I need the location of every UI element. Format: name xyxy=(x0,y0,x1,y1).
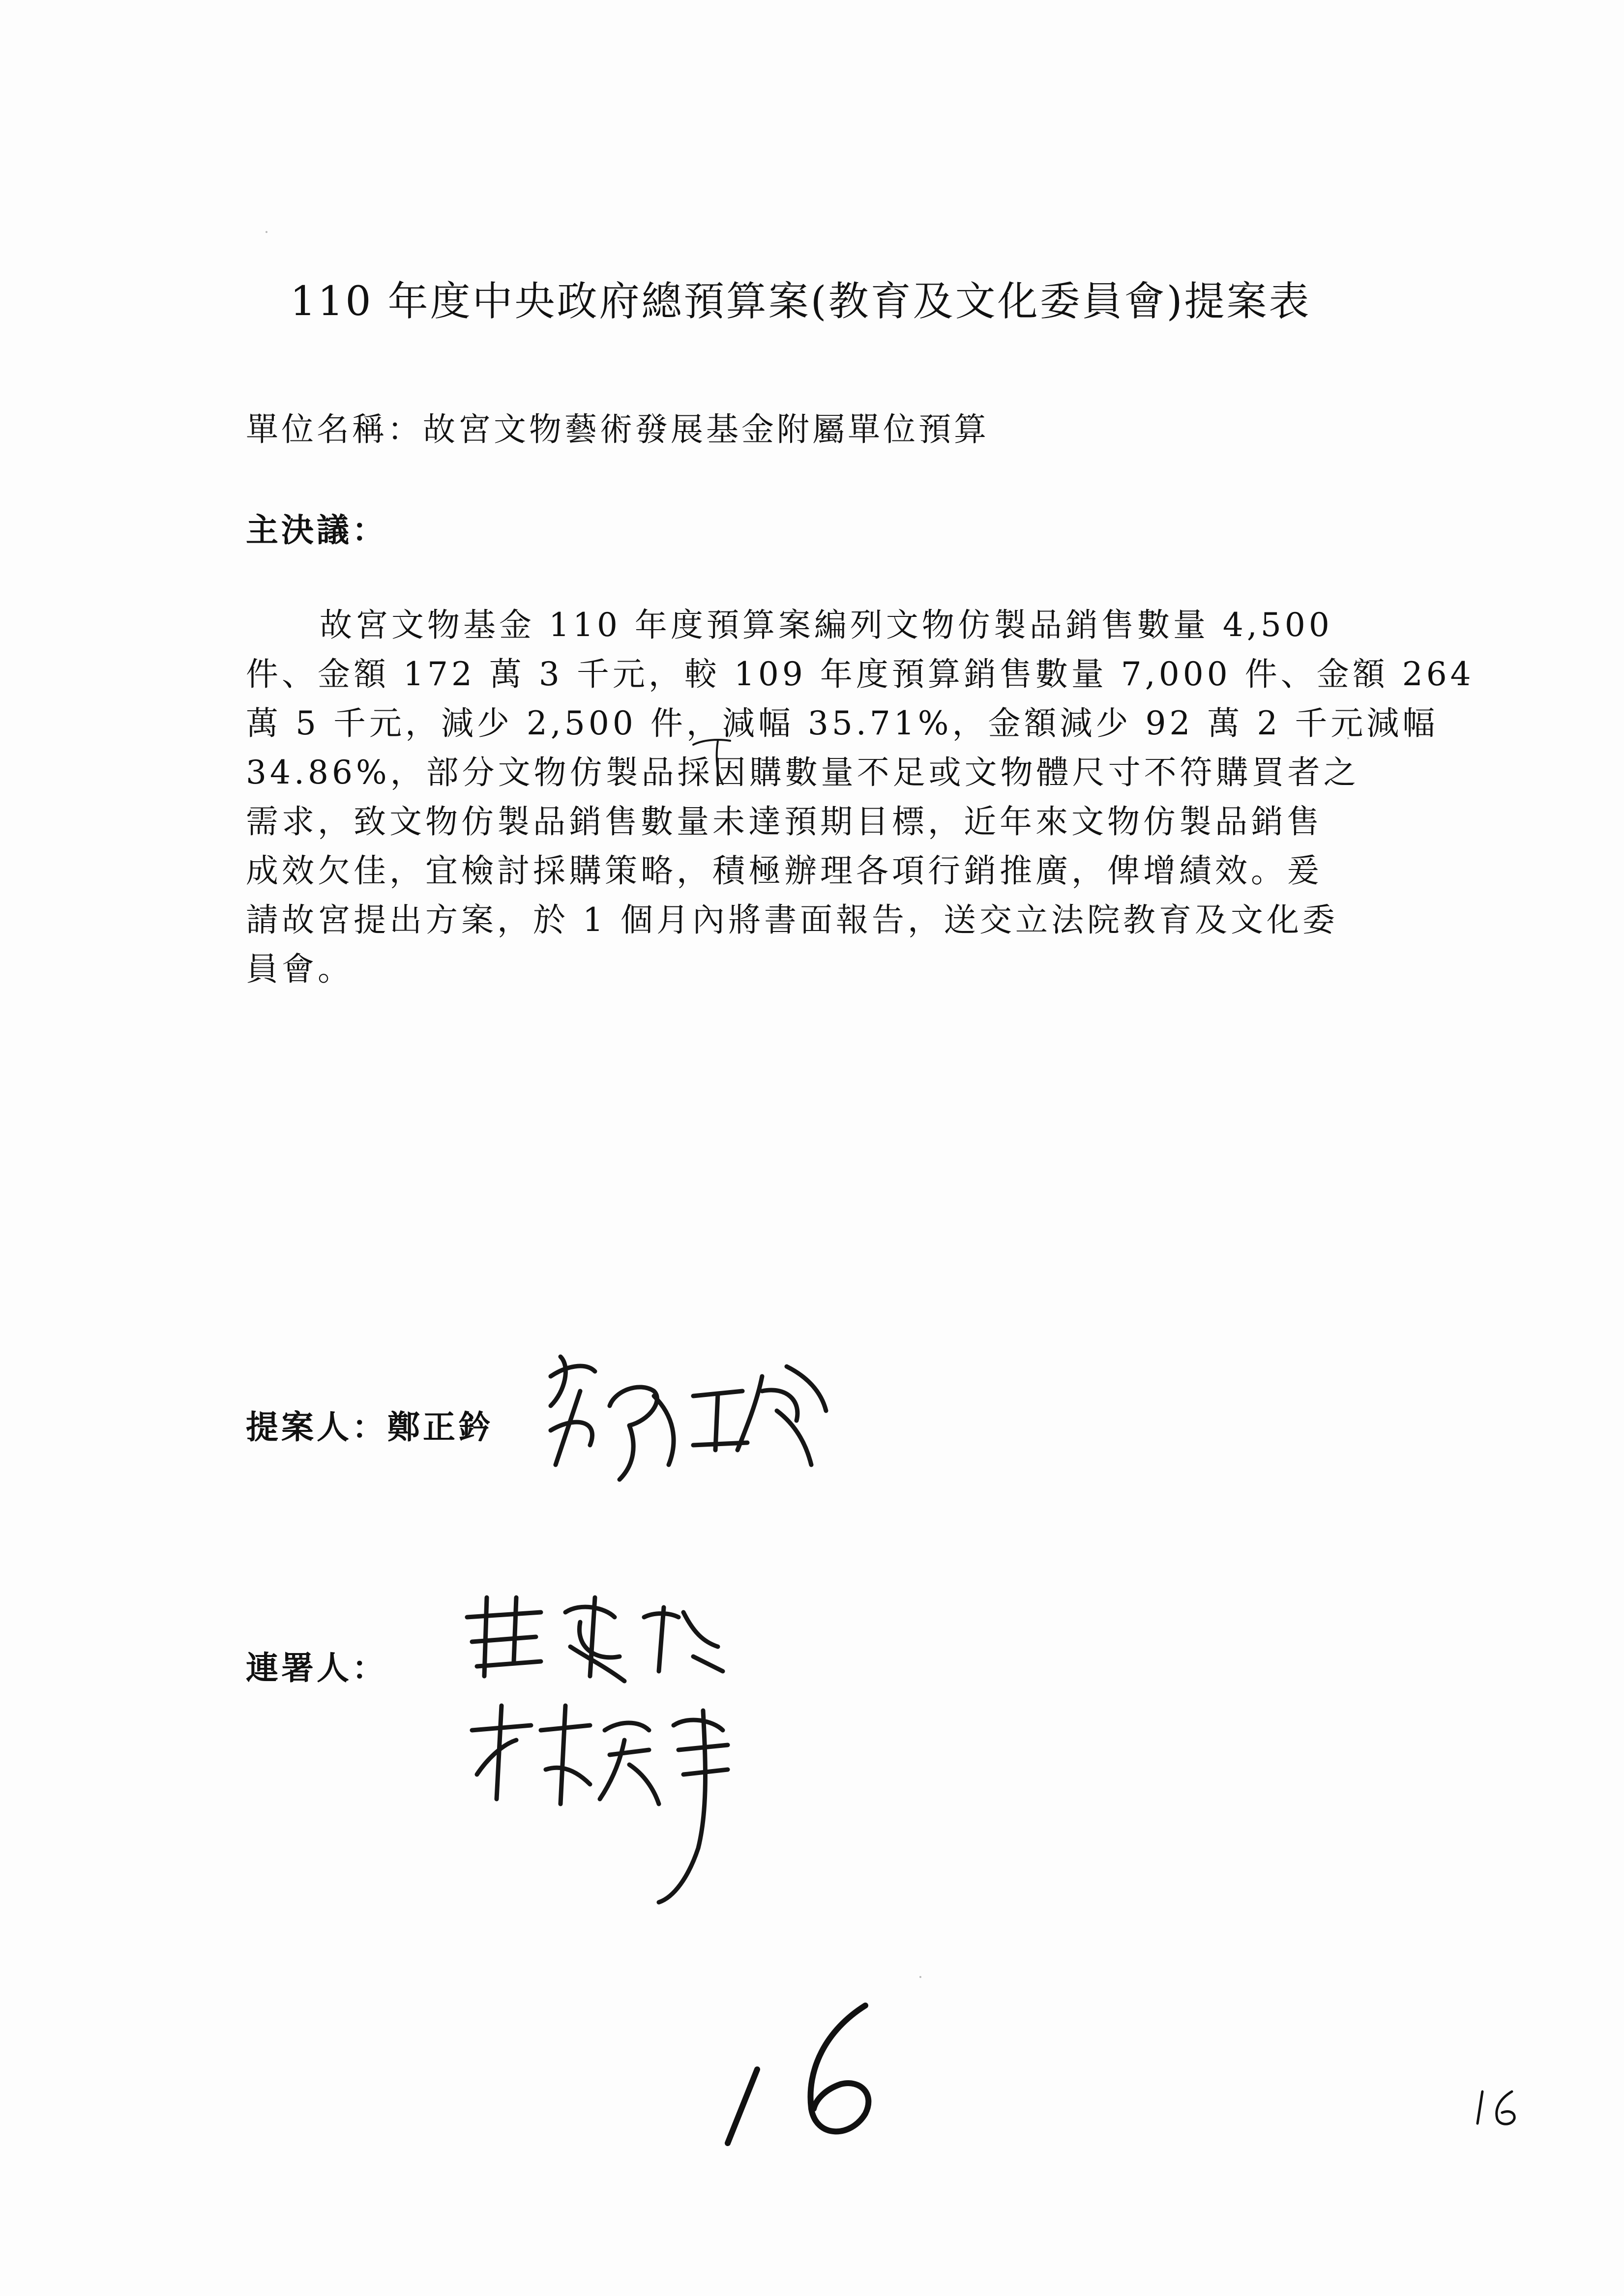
cosigner-signature-1 xyxy=(457,1588,733,1691)
body-line: 件、金額 172 萬 3 千元，較 109 年度預算銷售數量 7,000 件、金額 264 xyxy=(246,655,1475,693)
body-line: 故宮文物基金 110 年度預算案編列文物仿製品銷售數量 4,500 xyxy=(320,606,1333,644)
body-line: 請故宮提出方案，於 1 個月內將書面報告，送交立法院教育及文化委 xyxy=(246,901,1338,939)
correction-mark xyxy=(688,735,738,789)
unit-name: 故宮文物藝術發展基金附屬單位預算 xyxy=(423,410,989,448)
proposer-signature xyxy=(531,1347,846,1484)
scan-speck xyxy=(919,1976,921,1978)
proposer-line xyxy=(246,1401,494,1448)
body-line: 需求，致文物仿製品銷售數量未達預期目標，近年來文物仿製品銷售 xyxy=(246,803,1323,841)
cosigner-label: 連署人： xyxy=(246,1649,387,1687)
body-line: 34.86%，部分文物仿製品採因購數量不足或文物體尺寸不符購買者之 xyxy=(246,754,1359,791)
body-line: 員會。 xyxy=(246,950,354,988)
unit-label: 單位名稱： xyxy=(246,410,423,448)
handwritten-page-number xyxy=(718,1991,895,2153)
page-title: 110 年度中央政府總預算案(教育及文化委員會)提案表 xyxy=(290,278,1311,325)
body-line: 萬 5 千元，減少 2,500 件，減幅 35.71%，金額減少 92 萬 2 千元減幅 xyxy=(246,704,1439,742)
cosigner-signature-2 xyxy=(462,1701,738,1907)
proposer-name: 鄭正鈐 xyxy=(387,1408,494,1446)
scan-speck xyxy=(266,231,267,233)
corner-page-number xyxy=(1470,2084,1524,2128)
main-resolution-heading: 主決議： xyxy=(246,511,387,549)
body-line: 成效欠佳，宜檢討採購策略，積極辦理各項行銷推廣，俾增績效。爰 xyxy=(246,852,1323,890)
unit-line xyxy=(246,403,989,450)
proposer-label: 提案人： xyxy=(246,1408,387,1446)
